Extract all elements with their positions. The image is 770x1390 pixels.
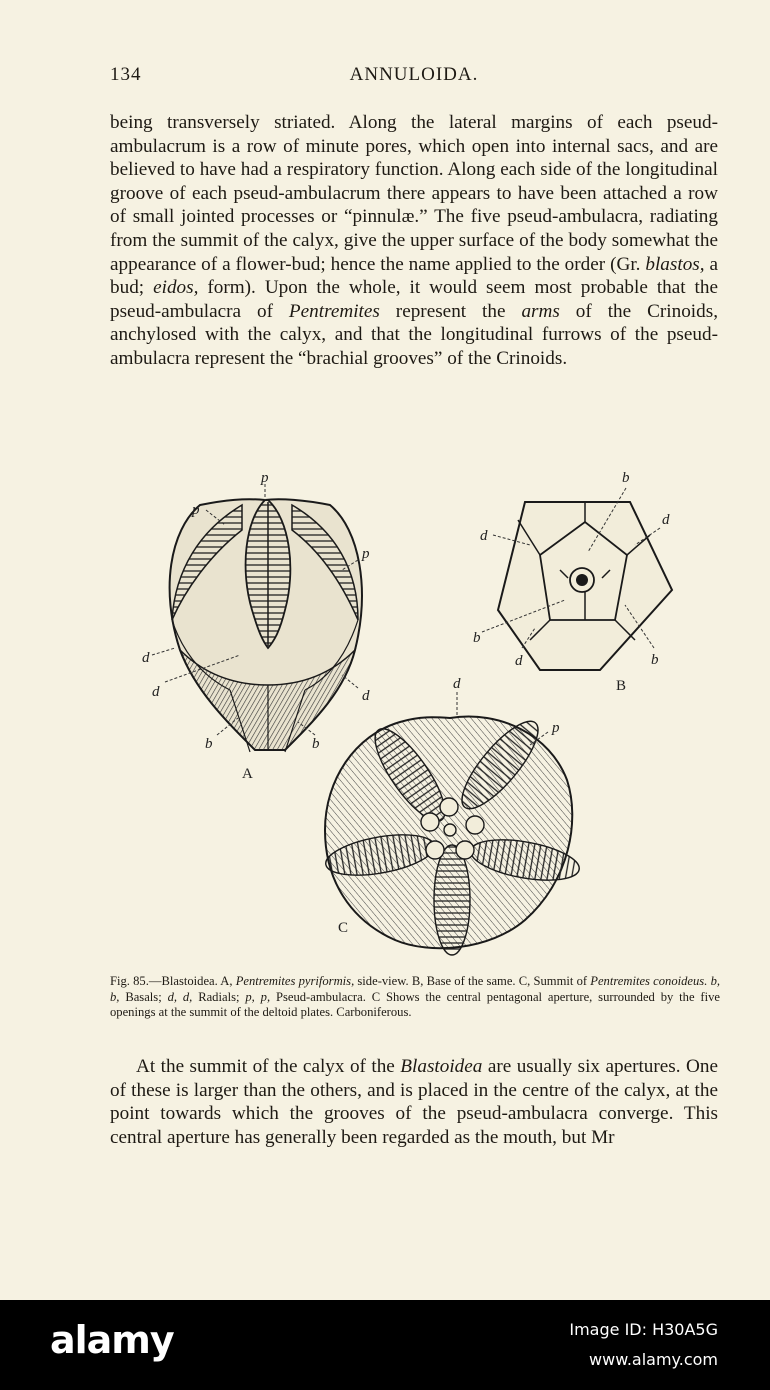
paragraph-1 xyxy=(110,111,718,371)
page-number: 134 xyxy=(110,64,142,85)
caption-text-5: Radials; xyxy=(192,989,246,1004)
figure-85 xyxy=(130,460,690,965)
para2-italic-blastoidea: Blastoidea xyxy=(400,1056,483,1077)
fig-b-label-b-top: b xyxy=(622,470,630,486)
para1-text-2: a bud; xyxy=(110,253,718,299)
fig-b-label-b-left: b xyxy=(473,630,481,646)
fig-a-label-p-top: p xyxy=(261,470,269,486)
fig-b-label-d-bottom: d xyxy=(515,653,523,669)
figure-caption xyxy=(110,974,720,1021)
figure-a-drawing xyxy=(152,484,362,752)
para1-text-1: being transversely striated. Along the lateral margins of each pseud-ambulacrum is a row of minute pores, which open into internal sacs, and are believed to have had a respiratory function. Along each side of the longitudinal groove of each pseud-ambulacrum there appears to have been attached a row of small jointed processes or “pinnulæ.” The five pseud-ambulacra, radiating from the summit of the calyx, give the upper surface of the body somewhat the appearance of a flower-bud; hence the name applied to the order (Gr. xyxy=(110,112,718,275)
caption-text-2: side-view. B, Base of the same. C, Summit of xyxy=(354,974,591,988)
caption-italic-conoideus: Pentremites conoideus. xyxy=(590,974,708,988)
running-title: ANNULOIDA. xyxy=(349,64,479,85)
watermark-bar xyxy=(0,1300,770,1390)
fig-b-caption-letter: B xyxy=(616,678,627,694)
figure-illustration xyxy=(130,460,690,965)
caption-italic-pp: p, p, xyxy=(245,989,271,1004)
fig-a-label-d-right: d xyxy=(362,688,370,704)
caption-italic-pyriformis: Pentremites pyriformis, xyxy=(235,974,355,988)
paragraph-2 xyxy=(110,1055,718,1149)
caption-text-4: Basals; xyxy=(119,989,168,1004)
fig-a-label-b-left: b xyxy=(205,736,213,752)
para2-text-2: are usually six apertures. One of these is larger than the others, and is placed in the centre of the calyx, at the point towards which the grooves of the pseud-ambulacra converge. This central aperture has generally been regarded as the mouth, but Mr xyxy=(110,1056,718,1148)
fig-b-label-d-right: d xyxy=(662,512,670,528)
page-header xyxy=(110,64,718,92)
para1-italic-arms: arms xyxy=(521,300,560,322)
caption-text-6: Pseud-ambulacra. C Shows the central pentagonal aperture, surrounded by the five openings at the summit of the deltoid plates. Carboniferous. xyxy=(110,989,720,1019)
fig-c-label-p: p xyxy=(552,720,560,736)
fig-a-label-p-left: p xyxy=(192,502,200,518)
para1-italic-pentremites: Pentremites xyxy=(288,300,380,322)
caption-italic-bb: b, b, xyxy=(110,974,721,1004)
para1-text-4: represent the xyxy=(379,300,522,322)
figure-b-drawing xyxy=(482,488,672,670)
site-url: www.alamy.com xyxy=(589,1350,718,1369)
fig-a-caption-letter: A xyxy=(242,766,253,782)
fig-a-label-d-lower: d xyxy=(152,684,160,700)
para1-text-3: form). Upon the whole, it would seem most probable that the pseud-ambulacra of xyxy=(110,277,718,322)
caption-italic-dd: d, d, xyxy=(167,989,193,1004)
fig-a-label-d-left: d xyxy=(142,650,150,666)
fig-c-caption-letter: C xyxy=(338,920,349,936)
para1-italic-blastos: blastos, xyxy=(645,253,705,275)
fig-b-label-d-left: d xyxy=(480,528,488,544)
fig-a-label-b-right: b xyxy=(312,736,320,752)
alamy-logo: alamy xyxy=(50,1318,174,1362)
figure-c-drawing xyxy=(323,692,583,955)
para2-text-1: At the summit of the calyx of the xyxy=(136,1056,401,1077)
fig-c-label-d: d xyxy=(453,676,461,692)
para1-text-5: of the Crinoids, anchylosed with the calyx, and that the longitudinal furrows of the pseud-ambulacra represent the “brachial grooves” of the Crinoids. xyxy=(110,300,718,369)
caption-text-1: Fig. 85.—Blastoidea. A, xyxy=(110,974,236,988)
para1-italic-eidos: eidos, xyxy=(153,277,199,299)
image-id: Image ID: H30A5G xyxy=(569,1320,718,1339)
fig-b-label-b-right: b xyxy=(651,652,659,668)
fig-a-label-p-right: p xyxy=(362,546,370,562)
